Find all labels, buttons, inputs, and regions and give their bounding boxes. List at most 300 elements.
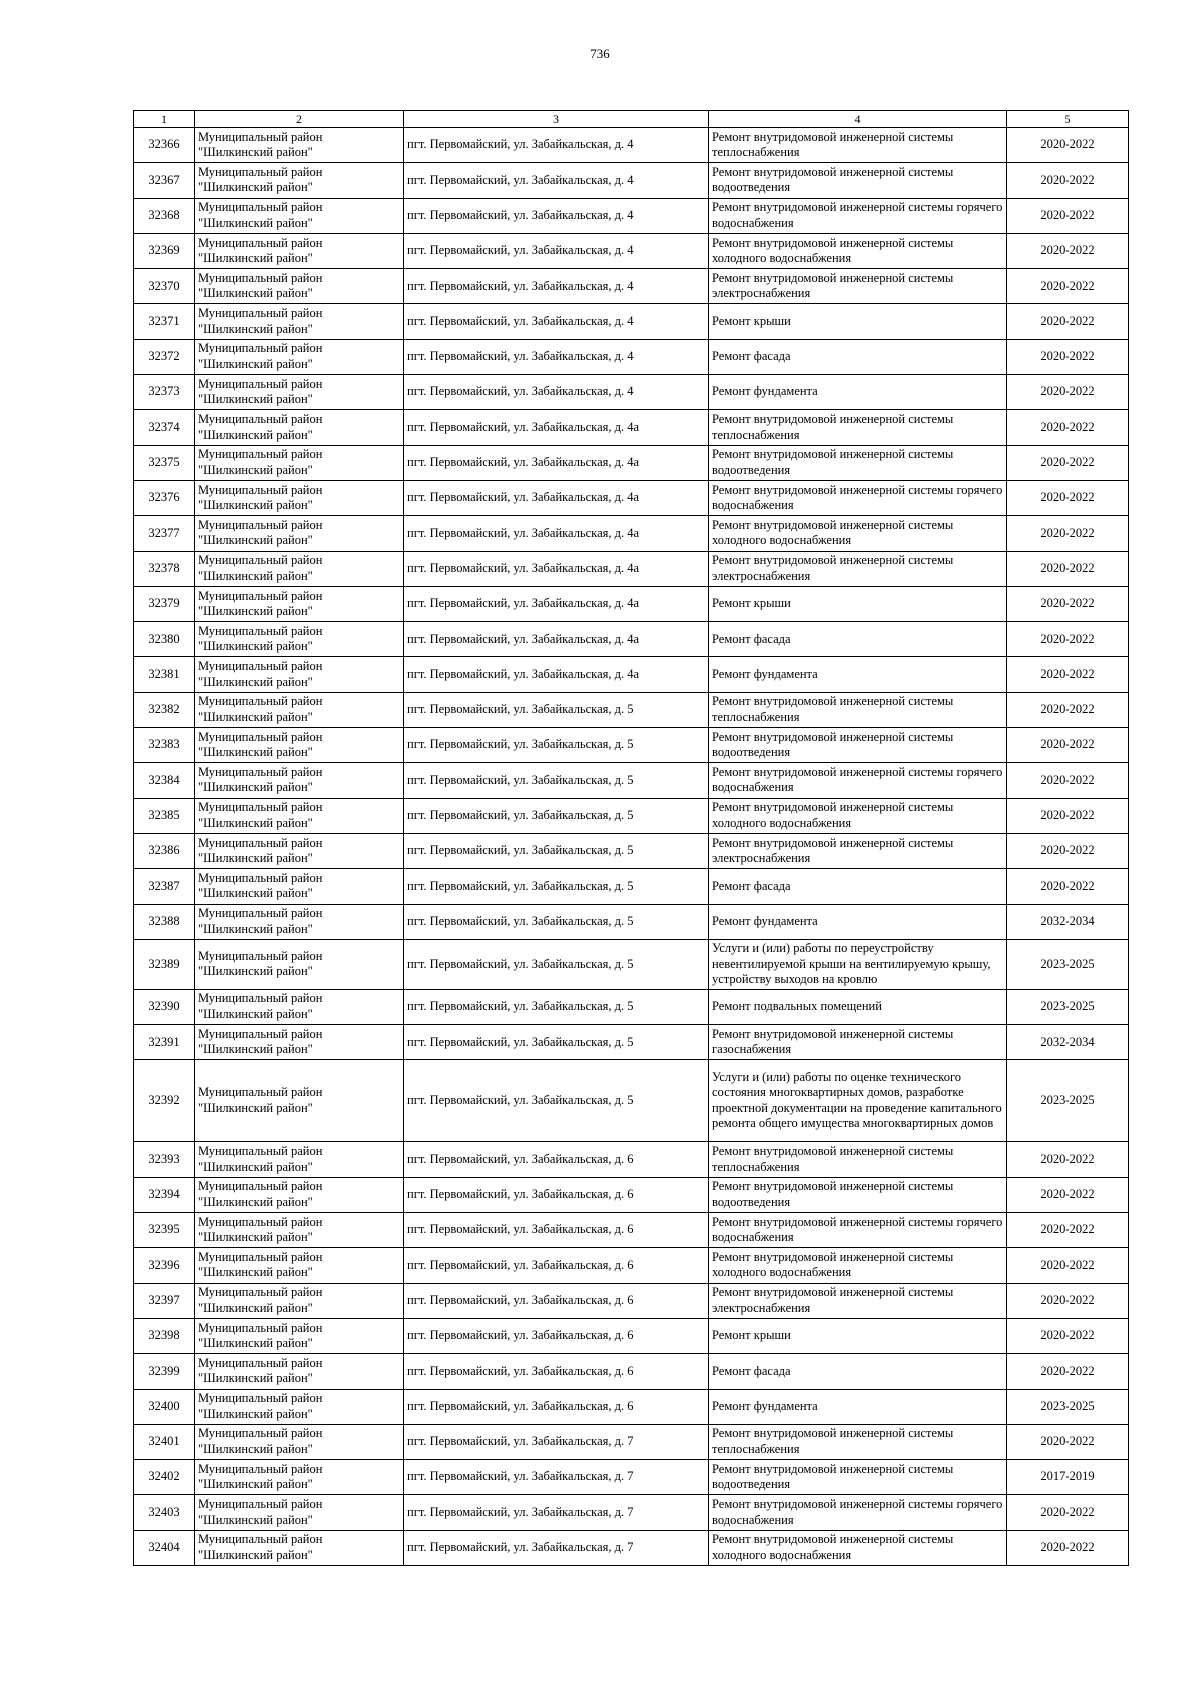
row-number-cell: 32376 — [134, 480, 195, 515]
period-cell: 2020-2022 — [1007, 233, 1129, 268]
address-cell: пгт. Первомайский, ул. Забайкальская, д. 5 — [404, 1060, 709, 1142]
municipality-line: Муниципальный район — [198, 306, 323, 321]
work-type-cell: Ремонт фундамента — [709, 657, 1007, 692]
period-cell: 2020-2022 — [1007, 480, 1129, 515]
municipality-line: Муниципальный район — [198, 341, 323, 356]
address-cell: пгт. Первомайский, ул. Забайкальская, д. 4 — [404, 304, 709, 339]
municipality-line: Муниципальный район — [198, 270, 323, 285]
address-cell: пгт. Первомайский, ул. Забайкальская, д. 4 — [404, 128, 709, 163]
table-row — [134, 728, 1129, 763]
municipality-line: "Шилкинский район" — [198, 1371, 313, 1386]
municipality-line: "Шилкинский район" — [198, 964, 313, 979]
municipality-line: "Шилкинский район" — [198, 921, 313, 936]
address-cell: пгт. Первомайский, ул. Забайкальская, д. 4 — [404, 269, 709, 304]
row-number-cell: 32400 — [134, 1389, 195, 1424]
municipality-cell — [195, 1318, 404, 1353]
municipality-line: Муниципальный район — [198, 376, 323, 391]
municipality-line: Муниципальный район — [198, 1497, 323, 1512]
table-row — [134, 1354, 1129, 1389]
address-cell: пгт. Первомайский, ул. Забайкальская, д. 7 — [404, 1495, 709, 1530]
address-cell: пгт. Первомайский, ул. Забайкальская, д. 4а — [404, 622, 709, 657]
address-cell: пгт. Первомайский, ул. Забайкальская, д. 4 — [404, 339, 709, 374]
municipality-line: "Шилкинский район" — [198, 1336, 313, 1351]
table-row — [134, 269, 1129, 304]
municipality-line: Муниципальный район — [198, 764, 323, 779]
municipality-cell — [195, 1248, 404, 1283]
table-row — [134, 1213, 1129, 1248]
table-row — [134, 198, 1129, 233]
municipality-line: "Шилкинский район" — [198, 1194, 313, 1209]
municipality-cell — [195, 198, 404, 233]
period-cell: 2020-2022 — [1007, 1424, 1129, 1459]
row-number-cell: 32371 — [134, 304, 195, 339]
municipality-line: "Шилкинский район" — [198, 145, 313, 160]
table-row — [134, 516, 1129, 551]
period-cell: 2020-2022 — [1007, 728, 1129, 763]
municipality-line: Муниципальный район — [198, 553, 323, 568]
row-number-cell: 32387 — [134, 869, 195, 904]
work-type-cell: Ремонт внутридомовой инженерной системы горячего водоснабжения — [709, 1495, 1007, 1530]
municipality-line: Муниципальный район — [198, 235, 323, 250]
municipality-line: "Шилкинский район" — [198, 392, 313, 407]
period-cell: 2023-2025 — [1007, 1389, 1129, 1424]
municipality-line: "Шилкинский район" — [198, 568, 313, 583]
municipality-line: Муниципальный район — [198, 1144, 323, 1159]
row-number-cell: 32395 — [134, 1213, 195, 1248]
municipality-line: Муниципальный район — [198, 412, 323, 427]
address-cell: пгт. Первомайский, ул. Забайкальская, д. 4а — [404, 657, 709, 692]
table-row — [134, 551, 1129, 586]
address-cell: пгт. Первомайский, ул. Забайкальская, д. 7 — [404, 1424, 709, 1459]
table-row — [134, 1142, 1129, 1177]
work-type-cell: Ремонт внутридомовой инженерной системы холодного водоснабжения — [709, 233, 1007, 268]
municipality-line: Муниципальный район — [198, 164, 323, 179]
row-number-cell: 32383 — [134, 728, 195, 763]
municipality-line: Муниципальный район — [198, 835, 323, 850]
period-cell: 2020-2022 — [1007, 869, 1129, 904]
municipality-line: "Шилкинский район" — [198, 674, 313, 689]
municipality-cell — [195, 551, 404, 586]
row-number-cell: 32386 — [134, 833, 195, 868]
period-cell: 2020-2022 — [1007, 551, 1129, 586]
municipality-cell — [195, 904, 404, 939]
table-row — [134, 657, 1129, 692]
work-type-cell: Ремонт внутридомовой инженерной системы горячего водоснабжения — [709, 763, 1007, 798]
municipality-line: "Шилкинский район" — [198, 709, 313, 724]
period-cell: 2020-2022 — [1007, 1142, 1129, 1177]
work-type-cell: Ремонт фасада — [709, 339, 1007, 374]
municipality-cell — [195, 233, 404, 268]
table-row — [134, 798, 1129, 833]
table-row — [134, 1530, 1129, 1565]
row-number-cell: 32403 — [134, 1495, 195, 1530]
work-type-cell: Ремонт внутридомовой инженерной системы теплоснабжения — [709, 692, 1007, 727]
address-cell: пгт. Первомайский, ул. Забайкальская, д. 6 — [404, 1389, 709, 1424]
municipality-cell — [195, 989, 404, 1024]
municipality-line: "Шилкинский район" — [198, 1547, 313, 1562]
municipality-line: "Шилкинский район" — [198, 1230, 313, 1245]
municipality-line: "Шилкинский район" — [198, 498, 313, 513]
table-row — [134, 304, 1129, 339]
table-row — [134, 480, 1129, 515]
municipality-line: "Шилкинский район" — [198, 604, 313, 618]
row-number-cell: 32384 — [134, 763, 195, 798]
work-type-cell: Ремонт внутридомовой инженерной системы холодного водоснабжения — [709, 1530, 1007, 1565]
municipality-cell — [195, 410, 404, 445]
address-cell: пгт. Первомайский, ул. Забайкальская, д. 6 — [404, 1177, 709, 1212]
address-cell: пгт. Первомайский, ул. Забайкальская, д. 6 — [404, 1248, 709, 1283]
table-row — [134, 1389, 1129, 1424]
municipality-cell — [195, 1283, 404, 1318]
municipality-line: "Шилкинский район" — [198, 780, 313, 795]
municipality-cell — [195, 480, 404, 515]
municipality-cell — [195, 269, 404, 304]
table-body — [134, 128, 1129, 1566]
work-type-cell: Ремонт внутридомовой инженерной системы холодного водоснабжения — [709, 798, 1007, 833]
municipality-cell — [195, 622, 404, 657]
row-number-cell: 32374 — [134, 410, 195, 445]
municipality-line: "Шилкинский район" — [198, 533, 313, 548]
period-cell: 2020-2022 — [1007, 163, 1129, 198]
municipality-line: Муниципальный район — [198, 1426, 323, 1441]
row-number-cell: 32396 — [134, 1248, 195, 1283]
address-cell: пгт. Первомайский, ул. Забайкальская, д. 4а — [404, 516, 709, 551]
row-number-cell: 32375 — [134, 445, 195, 480]
municipality-line: "Шилкинский район" — [198, 1406, 313, 1421]
row-number-cell: 32367 — [134, 163, 195, 198]
table-row — [134, 163, 1129, 198]
municipality-cell — [195, 516, 404, 551]
municipality-cell — [195, 728, 404, 763]
period-cell: 2020-2022 — [1007, 128, 1129, 163]
municipality-line: Муниципальный район — [198, 1249, 323, 1264]
municipality-cell — [195, 1495, 404, 1530]
municipality-line: "Шилкинский район" — [198, 215, 313, 230]
municipality-line: "Шилкинский район" — [198, 427, 313, 442]
table-row — [134, 1460, 1129, 1495]
municipality-line: "Шилкинский район" — [198, 1100, 313, 1115]
municipality-line: Муниципальный район — [198, 1532, 323, 1547]
municipality-line: Муниципальный район — [198, 200, 323, 215]
work-type-cell: Ремонт фундамента — [709, 904, 1007, 939]
table-row — [134, 1283, 1129, 1318]
row-number-cell: 32402 — [134, 1460, 195, 1495]
address-cell: пгт. Первомайский, ул. Забайкальская, д. 4а — [404, 445, 709, 480]
period-cell: 2020-2022 — [1007, 657, 1129, 692]
municipality-line: Муниципальный район — [198, 694, 323, 709]
municipality-line: "Шилкинский район" — [198, 639, 313, 654]
work-type-cell: Ремонт внутридомовой инженерной системы водоотведения — [709, 1177, 1007, 1212]
period-cell: 2020-2022 — [1007, 1530, 1129, 1565]
work-type-cell: Ремонт внутридомовой инженерной системы теплоснабжения — [709, 1142, 1007, 1177]
row-number-cell: 32377 — [134, 516, 195, 551]
address-cell: пгт. Первомайский, ул. Забайкальская, д. 4а — [404, 480, 709, 515]
municipality-cell — [195, 445, 404, 480]
row-number-cell: 32404 — [134, 1530, 195, 1565]
period-cell: 2020-2022 — [1007, 516, 1129, 551]
work-type-cell: Ремонт внутридомовой инженерной системы электроснабжения — [709, 1283, 1007, 1318]
period-cell: 2020-2022 — [1007, 269, 1129, 304]
table-row — [134, 586, 1129, 621]
municipality-line: "Шилкинский район" — [198, 1265, 313, 1280]
municipality-cell — [195, 128, 404, 163]
municipality-line: "Шилкинский район" — [198, 1512, 313, 1527]
municipality-cell — [195, 375, 404, 410]
table-row — [134, 128, 1129, 163]
municipality-line: Муниципальный район — [198, 482, 323, 497]
row-number-cell: 32372 — [134, 339, 195, 374]
address-cell: пгт. Первомайский, ул. Забайкальская, д. 6 — [404, 1283, 709, 1318]
table-header — [134, 111, 1129, 128]
municipality-cell — [195, 939, 404, 989]
work-type-cell: Ремонт внутридомовой инженерной системы теплоснабжения — [709, 410, 1007, 445]
work-type-cell: Ремонт внутридомовой инженерной системы газоснабжения — [709, 1025, 1007, 1060]
work-type-cell: Ремонт внутридомовой инженерной системы теплоснабжения — [709, 1424, 1007, 1459]
work-type-cell: Услуги и (или) работы по переустройству невентилируемой крыши на вентилируемую крышу, устройству выходов на кровлю — [709, 939, 1007, 989]
work-type-cell: Ремонт внутридомовой инженерной системы электроснабжения — [709, 269, 1007, 304]
municipality-cell — [195, 1142, 404, 1177]
municipality-line: Муниципальный район — [198, 1320, 323, 1335]
row-number-cell: 32401 — [134, 1424, 195, 1459]
period-cell: 2020-2022 — [1007, 339, 1129, 374]
row-number-cell: 32366 — [134, 128, 195, 163]
municipality-line: "Шилкинский район" — [198, 286, 313, 301]
row-number-cell: 32399 — [134, 1354, 195, 1389]
period-cell: 2020-2022 — [1007, 375, 1129, 410]
work-type-cell: Ремонт крыши — [709, 1318, 1007, 1353]
municipality-line: Муниципальный район — [198, 129, 323, 144]
table-row — [134, 410, 1129, 445]
table-row — [134, 763, 1129, 798]
table-row — [134, 904, 1129, 939]
page-number: 736 — [590, 46, 610, 61]
municipality-line: "Шилкинский район" — [198, 1042, 313, 1057]
address-cell: пгт. Первомайский, ул. Забайкальская, д. 6 — [404, 1142, 709, 1177]
work-type-cell: Ремонт фасада — [709, 869, 1007, 904]
municipality-line: "Шилкинский район" — [198, 356, 313, 371]
municipality-line: "Шилкинский район" — [198, 462, 313, 477]
period-cell: 2020-2022 — [1007, 692, 1129, 727]
address-cell: пгт. Первомайский, ул. Забайкальская, д. 4а — [404, 551, 709, 586]
row-number-cell: 32393 — [134, 1142, 195, 1177]
municipality-cell — [195, 1354, 404, 1389]
municipality-cell — [195, 692, 404, 727]
address-cell: пгт. Первомайский, ул. Забайкальская, д. 5 — [404, 833, 709, 868]
municipality-line: "Шилкинский район" — [198, 321, 313, 336]
period-cell: 2020-2022 — [1007, 1318, 1129, 1353]
municipality-cell — [195, 657, 404, 692]
work-type-cell: Ремонт крыши — [709, 304, 1007, 339]
row-number-cell: 32370 — [134, 269, 195, 304]
row-number-cell: 32389 — [134, 939, 195, 989]
row-number-cell: 32391 — [134, 1025, 195, 1060]
period-cell: 2020-2022 — [1007, 1177, 1129, 1212]
period-cell: 2023-2025 — [1007, 939, 1129, 989]
work-type-cell: Ремонт внутридомовой инженерной системы электроснабжения — [709, 833, 1007, 868]
registry-table — [133, 110, 1129, 1566]
header-row — [134, 111, 1129, 128]
table-row — [134, 1025, 1129, 1060]
municipality-cell — [195, 1424, 404, 1459]
table-row — [134, 1248, 1129, 1283]
municipality-cell — [195, 1177, 404, 1212]
period-cell: 2017-2019 — [1007, 1460, 1129, 1495]
municipality-line: Муниципальный район — [198, 800, 323, 815]
period-cell: 2032-2034 — [1007, 1025, 1129, 1060]
municipality-line: Муниципальный район — [198, 948, 323, 963]
address-cell: пгт. Первомайский, ул. Забайкальская, д. 6 — [404, 1213, 709, 1248]
municipality-line: "Шилкинский район" — [198, 1300, 313, 1315]
address-cell: пгт. Первомайский, ул. Забайкальская, д. 4 — [404, 198, 709, 233]
municipality-line: "Шилкинский район" — [198, 1441, 313, 1456]
municipality-cell — [195, 1460, 404, 1495]
address-cell: пгт. Первомайский, ул. Забайкальская, д. 6 — [404, 1354, 709, 1389]
period-cell: 2020-2022 — [1007, 833, 1129, 868]
period-cell: 2032-2034 — [1007, 904, 1129, 939]
work-type-cell: Ремонт подвальных помещений — [709, 989, 1007, 1024]
municipality-cell — [195, 763, 404, 798]
table-row — [134, 939, 1129, 989]
table-row — [134, 989, 1129, 1024]
row-number-cell: 32388 — [134, 904, 195, 939]
municipality-line: "Шилкинский район" — [198, 1159, 313, 1174]
work-type-cell: Ремонт внутридомовой инженерной системы электроснабжения — [709, 551, 1007, 586]
address-cell: пгт. Первомайский, ул. Забайкальская, д. 6 — [404, 1318, 709, 1353]
period-cell: 2020-2022 — [1007, 763, 1129, 798]
period-cell: 2020-2022 — [1007, 1213, 1129, 1248]
municipality-cell — [195, 1060, 404, 1142]
work-type-cell: Ремонт внутридомовой инженерной системы горячего водоснабжения — [709, 480, 1007, 515]
municipality-cell — [195, 869, 404, 904]
header-col-2: 2 — [195, 111, 404, 128]
municipality-cell — [195, 1025, 404, 1060]
municipality-line: Муниципальный район — [198, 991, 323, 1006]
address-cell: пгт. Первомайский, ул. Забайкальская, д. 5 — [404, 939, 709, 989]
table-row — [134, 869, 1129, 904]
municipality-line: "Шилкинский район" — [198, 180, 313, 195]
municipality-cell — [195, 163, 404, 198]
work-type-cell: Ремонт фундамента — [709, 1389, 1007, 1424]
address-cell: пгт. Первомайский, ул. Забайкальская, д. 5 — [404, 1025, 709, 1060]
row-number-cell: 32368 — [134, 198, 195, 233]
row-number-cell: 32382 — [134, 692, 195, 727]
municipality-line: "Шилкинский район" — [198, 886, 313, 901]
address-cell: пгт. Первомайский, ул. Забайкальская, д. 4а — [404, 586, 709, 621]
municipality-line: Муниципальный район — [198, 517, 323, 532]
table-row — [134, 445, 1129, 480]
row-number-cell: 32385 — [134, 798, 195, 833]
period-cell: 2020-2022 — [1007, 1283, 1129, 1318]
work-type-cell: Услуги и (или) работы по оценке технического состояния многоквартирных домов, разработке проектной документации на проведение капитального ремонта общего имущества многоквартирных домов — [709, 1060, 1007, 1142]
municipality-cell — [195, 304, 404, 339]
municipality-line: Муниципальный район — [198, 729, 323, 744]
table-row — [134, 375, 1129, 410]
work-type-cell: Ремонт крыши — [709, 586, 1007, 621]
table-row — [134, 622, 1129, 657]
row-number-cell: 32380 — [134, 622, 195, 657]
municipality-line: Муниципальный район — [198, 659, 323, 674]
header-col-5: 5 — [1007, 111, 1129, 128]
period-cell: 2020-2022 — [1007, 798, 1129, 833]
municipality-line: Муниципальный район — [198, 1179, 323, 1194]
municipality-line: Муниципальный район — [198, 588, 323, 603]
municipality-line: Муниципальный район — [198, 1461, 323, 1476]
municipality-line: Муниципальный район — [198, 623, 323, 638]
address-cell: пгт. Первомайский, ул. Забайкальская, д. 5 — [404, 869, 709, 904]
table-row — [134, 1318, 1129, 1353]
address-cell: пгт. Первомайский, ул. Забайкальская, д. 5 — [404, 692, 709, 727]
work-type-cell: Ремонт внутридомовой инженерной системы водоотведения — [709, 445, 1007, 480]
municipality-cell — [195, 1213, 404, 1248]
table-row — [134, 1424, 1129, 1459]
row-number-cell: 32373 — [134, 375, 195, 410]
municipality-cell — [195, 1530, 404, 1565]
period-cell: 2020-2022 — [1007, 622, 1129, 657]
municipality-line: "Шилкинский район" — [198, 1006, 313, 1021]
address-cell: пгт. Первомайский, ул. Забайкальская, д. 4 — [404, 163, 709, 198]
table-row — [134, 1177, 1129, 1212]
municipality-line: Муниципальный район — [198, 1391, 323, 1406]
period-cell: 2020-2022 — [1007, 1248, 1129, 1283]
municipality-line: Муниципальный район — [198, 1214, 323, 1229]
municipality-cell — [195, 586, 404, 621]
municipality-line: Муниципальный район — [198, 1355, 323, 1370]
municipality-line: Муниципальный район — [198, 1026, 323, 1041]
work-type-cell: Ремонт фундамента — [709, 375, 1007, 410]
address-cell: пгт. Первомайский, ул. Забайкальская, д. 7 — [404, 1530, 709, 1565]
header-col-1: 1 — [134, 111, 195, 128]
period-cell: 2020-2022 — [1007, 1354, 1129, 1389]
work-type-cell: Ремонт внутридомовой инженерной системы холодного водоснабжения — [709, 516, 1007, 551]
period-cell: 2023-2025 — [1007, 1060, 1129, 1142]
row-number-cell: 32394 — [134, 1177, 195, 1212]
period-cell: 2020-2022 — [1007, 1495, 1129, 1530]
address-cell: пгт. Первомайский, ул. Забайкальская, д. 5 — [404, 989, 709, 1024]
row-number-cell: 32381 — [134, 657, 195, 692]
address-cell: пгт. Первомайский, ул. Забайкальская, д. 7 — [404, 1460, 709, 1495]
work-type-cell: Ремонт внутридомовой инженерной системы холодного водоснабжения — [709, 1248, 1007, 1283]
table-row — [134, 833, 1129, 868]
municipality-line: Муниципальный район — [198, 1285, 323, 1300]
municipality-line: "Шилкинский район" — [198, 815, 313, 830]
work-type-cell: Ремонт внутридомовой инженерной системы горячего водоснабжения — [709, 1213, 1007, 1248]
period-cell: 2020-2022 — [1007, 304, 1129, 339]
table-row — [134, 692, 1129, 727]
table-row — [134, 1495, 1129, 1530]
period-cell: 2020-2022 — [1007, 410, 1129, 445]
address-cell: пгт. Первомайский, ул. Забайкальская, д. 4 — [404, 233, 709, 268]
table-row — [134, 339, 1129, 374]
work-type-cell: Ремонт фасада — [709, 622, 1007, 657]
municipality-line: Муниципальный район — [198, 1085, 323, 1100]
municipality-cell — [195, 798, 404, 833]
period-cell: 2020-2022 — [1007, 445, 1129, 480]
address-cell: пгт. Первомайский, ул. Забайкальская, д. 5 — [404, 728, 709, 763]
municipality-line: "Шилкинский район" — [198, 251, 313, 266]
municipality-line: Муниципальный район — [198, 870, 323, 885]
work-type-cell: Ремонт внутридомовой инженерной системы водоотведения — [709, 163, 1007, 198]
municipality-cell — [195, 833, 404, 868]
municipality-line: Муниципальный район — [198, 447, 323, 462]
address-cell: пгт. Первомайский, ул. Забайкальская, д. 5 — [404, 798, 709, 833]
work-type-cell: Ремонт внутридомовой инженерной системы водоотведения — [709, 1460, 1007, 1495]
municipality-cell — [195, 1389, 404, 1424]
municipality-line: "Шилкинский район" — [198, 1477, 313, 1492]
address-cell: пгт. Первомайский, ул. Забайкальская, д. 4 — [404, 375, 709, 410]
period-cell: 2020-2022 — [1007, 586, 1129, 621]
row-number-cell: 32392 — [134, 1060, 195, 1142]
address-cell: пгт. Первомайский, ул. Забайкальская, д. 5 — [404, 904, 709, 939]
